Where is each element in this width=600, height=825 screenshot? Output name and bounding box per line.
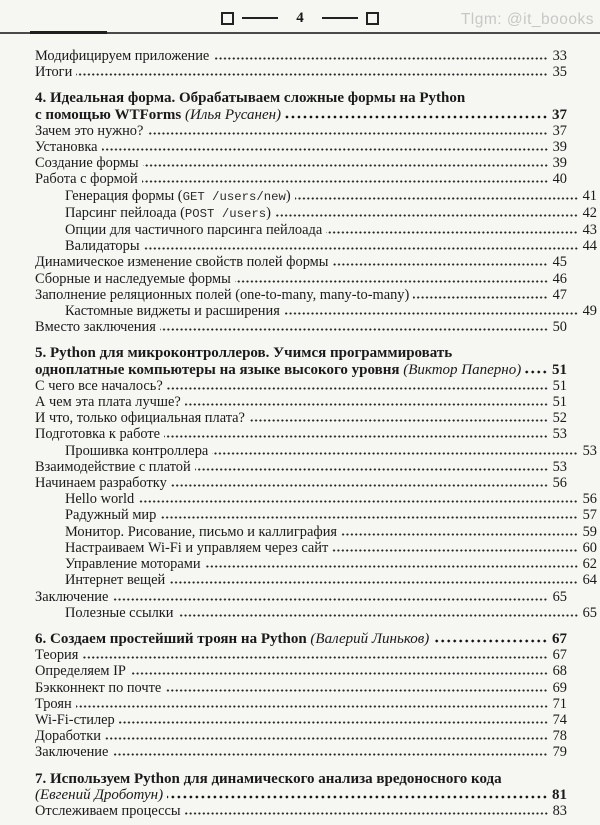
toc-entry (35, 728, 567, 744)
dot-leader (144, 247, 579, 250)
toc-section-heading (35, 631, 567, 647)
toc-entry (35, 459, 567, 475)
toc-text (65, 238, 140, 254)
toc-heading-line (35, 345, 567, 361)
toc-entry (35, 123, 567, 139)
toc-heading-line (35, 787, 567, 803)
toc-text (35, 426, 160, 442)
header-page-number: 4 (296, 10, 304, 26)
toc-text-segment: Интернет вещей (65, 572, 166, 589)
dot-leader (147, 132, 548, 135)
toc-page-number: 33 (552, 48, 567, 64)
toc-page-number: 64 (582, 572, 597, 589)
toc-page-number: 62 (582, 556, 597, 573)
toc-text-segment: Бэкконнект по почте (35, 679, 162, 696)
toc-text-segment: Начинаем разработку (35, 475, 167, 492)
toc-text-segment: Полезные ссылки (65, 604, 174, 621)
toc-text-segment: ) (285, 187, 291, 204)
square-ornament-right-icon (366, 12, 379, 25)
toc-text-segment: Прошивка контроллера (65, 442, 209, 459)
toc-text-segment: Заполнение реляционных полей (one-to-many, many-to-many) (35, 286, 410, 303)
toc-text (35, 123, 143, 139)
toc-entry (35, 238, 597, 254)
toc-text-segment: Итоги (35, 64, 73, 81)
toc-text (35, 271, 231, 287)
toc-text (35, 647, 78, 663)
dot-leader (235, 280, 548, 283)
toc-page-number: 53 (582, 442, 597, 459)
dot-leader (171, 484, 548, 487)
toc-page-number: 37 (552, 106, 567, 123)
toc-entry (35, 410, 567, 426)
toc-text-segment: Установка (35, 139, 98, 156)
toc-page-number: 83 (552, 802, 567, 819)
toc-entry (35, 680, 567, 696)
dot-leader (76, 705, 548, 708)
toc-text (35, 728, 101, 744)
toc-text-segment: Троян (35, 695, 72, 712)
toc-text (35, 589, 108, 605)
toc-text-segment: 4. Идеальная форма. Обрабатываем сложные формы на Python (35, 90, 466, 107)
toc-page-number: 74 (552, 711, 567, 728)
dot-leader (326, 231, 578, 234)
toc-section-heading (35, 345, 567, 377)
toc-entry (35, 491, 597, 507)
toc-text (65, 205, 271, 222)
dot-leader (413, 296, 548, 299)
toc-entry (35, 803, 567, 819)
toc-text (35, 771, 502, 787)
dot-leader (167, 387, 548, 390)
dot-leader (284, 312, 578, 315)
dot-leader (185, 403, 548, 406)
toc-text (35, 48, 209, 64)
toc-page-number: 60 (582, 539, 597, 556)
toc-text (65, 491, 134, 507)
toc-page-number: 39 (552, 139, 567, 156)
toc-page-number: 40 (552, 171, 567, 188)
toc-text-segment: GET /users/new (182, 189, 286, 204)
dot-leader (164, 435, 548, 438)
dot-leader (249, 419, 548, 422)
dot-leader (165, 689, 548, 692)
toc-text-segment: Hello world (65, 491, 135, 508)
ornament-line-right (322, 17, 358, 19)
toc-text-segment: Сборные и наследуемые формы (35, 270, 231, 287)
toc-text-segment: Модифицируем приложение (35, 48, 210, 64)
toc-page-number: 44 (582, 238, 597, 255)
toc-entry (35, 139, 567, 155)
toc-page-number: 43 (582, 222, 597, 239)
dot-leader (119, 721, 548, 724)
toc-page-number: 41 (582, 187, 597, 204)
header-rule-thick-segment (30, 31, 107, 34)
dot-leader (167, 795, 548, 799)
toc-text-segment: Генерация формы ( (65, 187, 183, 204)
toc-text (35, 345, 452, 361)
toc-page-number: 37 (552, 122, 567, 139)
watermark: Tlgm: @it_boooks (460, 11, 594, 28)
toc-text-segment: Отслеживаем процессы (35, 802, 181, 819)
dot-leader (285, 115, 548, 119)
toc-text (35, 171, 138, 187)
dot-leader (525, 370, 548, 374)
toc-page-number: 81 (552, 786, 567, 803)
toc-entry (35, 696, 567, 712)
toc-text-segment: 7. Используем Python для динамического анализа вредоносного кода (35, 770, 502, 787)
toc-text-segment: Опции для частичного парсинга пейлоада (65, 222, 323, 239)
dot-leader (169, 581, 578, 584)
toc-entry (35, 524, 597, 540)
dot-leader (195, 468, 548, 471)
toc-text-segment: с помощью WTForms (35, 106, 182, 123)
dot-leader (76, 73, 548, 76)
dot-leader (332, 549, 578, 552)
toc-entry (35, 589, 567, 605)
toc-heading-line (35, 362, 567, 378)
toc-text (65, 540, 328, 556)
toc-entry (35, 394, 567, 410)
toc-page-number: 67 (552, 630, 567, 647)
toc-heading-line (35, 771, 567, 787)
toc-entry (35, 663, 567, 679)
toc-text-segment: ) (266, 204, 271, 221)
dot-leader (160, 328, 548, 331)
toc-text-segment: Управление моторами (65, 556, 201, 573)
toc-entry (35, 155, 567, 171)
toc-entry (35, 188, 597, 205)
toc-text-segment: Парсинг пейлоада ( (65, 204, 185, 221)
dot-leader (130, 672, 548, 675)
toc-entry (35, 319, 567, 335)
toc-page-number: 65 (582, 604, 597, 621)
ornament-line-left (242, 17, 278, 19)
toc-entry (35, 171, 567, 187)
toc-text-segment: Подготовка к работе (35, 426, 161, 443)
toc-page-number: 69 (552, 679, 567, 696)
toc-text (35, 744, 108, 760)
toc-page-number: 56 (552, 475, 567, 492)
toc-text-segment: 6. Создаем простейший троян на Python (35, 630, 307, 647)
toc-text-segment: Валидаторы (65, 238, 140, 255)
dot-leader (178, 614, 579, 617)
toc-text (35, 378, 163, 394)
toc-page-number: 53 (552, 426, 567, 443)
toc-entry (35, 605, 597, 621)
toc-text-segment: 5. Python для микроконтроллеров. Учимся программировать (35, 345, 453, 362)
toc-heading-line (35, 631, 567, 647)
toc-text (35, 475, 167, 491)
toc-entry (35, 205, 597, 222)
toc-entry (35, 540, 597, 556)
toc-page-number: 51 (552, 394, 567, 411)
toc-text (65, 443, 208, 459)
toc-text (65, 507, 156, 523)
toc-entry (35, 287, 567, 303)
toc-page-number: 39 (552, 155, 567, 172)
dot-leader (142, 180, 548, 183)
toc-entry (35, 712, 567, 728)
toc-text (35, 696, 72, 712)
toc-text-segment: Теория (35, 647, 79, 664)
dot-leader (433, 639, 548, 643)
toc-section-heading (35, 771, 567, 803)
toc-text-segment: Определяем IP (35, 663, 126, 680)
toc-text-segment: (Виктор Паперно) (399, 361, 522, 378)
toc-text (35, 410, 245, 426)
toc-text-segment: одноплатные компьютеры на языке высокого уровня (35, 361, 400, 378)
dot-leader (341, 533, 578, 536)
toc-text-segment: Работа с формой (35, 171, 138, 188)
toc-entry (35, 303, 597, 319)
toc-text (35, 287, 409, 303)
toc-entry (35, 475, 567, 491)
toc-page-number: 57 (582, 507, 597, 524)
toc-page-number: 68 (552, 663, 567, 680)
toc-text-segment: (Евгений Дроботун) (35, 786, 164, 803)
toc-page-number: 67 (552, 647, 567, 664)
toc-page-number: 59 (582, 523, 597, 540)
toc-entry (35, 647, 567, 663)
toc-entry (35, 222, 597, 238)
dot-leader (138, 500, 578, 503)
toc-text (35, 319, 156, 335)
toc-page-number: 78 (552, 728, 567, 745)
toc-text (35, 631, 429, 647)
toc-text (35, 362, 521, 378)
toc-page-number: 79 (552, 744, 567, 761)
dot-leader (82, 656, 548, 659)
toc-page-number: 45 (552, 254, 567, 271)
toc-text-segment: Вместо заключения (35, 319, 156, 336)
toc-page-number: 35 (552, 64, 567, 81)
toc-page-number: 65 (552, 588, 567, 605)
toc-text (35, 254, 328, 270)
dot-leader (143, 164, 548, 167)
toc-page-number: 42 (582, 204, 597, 221)
toc-page-number: 71 (552, 695, 567, 712)
toc-text (65, 303, 280, 319)
toc-text (65, 524, 337, 540)
dot-leader (102, 148, 548, 151)
toc-text (35, 712, 115, 728)
toc-text-segment: Кастомные виджеты и расширения (65, 303, 280, 320)
toc-text (35, 107, 281, 123)
toc-section-heading (35, 90, 567, 122)
toc-page-number: 53 (552, 458, 567, 475)
toc-entry (35, 556, 597, 572)
toc-text-segment: (Илья Русанен) (181, 106, 282, 123)
toc-text (35, 90, 465, 106)
dot-leader (112, 753, 548, 756)
toc-text-segment: Зачем это нужно? (35, 122, 144, 139)
toc-page-number: 47 (552, 286, 567, 303)
toc-text (35, 139, 98, 155)
toc-entry (35, 64, 567, 80)
dot-leader (213, 57, 548, 60)
toc-text (65, 605, 174, 621)
toc-page-number: 52 (552, 410, 567, 427)
dot-leader (205, 565, 578, 568)
toc-list (35, 48, 597, 819)
toc-page-number: 56 (582, 491, 597, 508)
toc-text-segment: И что, только официальная плата? (35, 410, 245, 427)
toc-text (65, 188, 291, 205)
toc-page-number: 51 (552, 377, 567, 394)
toc-heading-line (35, 107, 567, 123)
toc-text-segment: Динамическое изменение свойств полей формы (35, 254, 329, 271)
page-header (0, 0, 600, 46)
toc-entry (35, 507, 597, 523)
toc-page-number: 51 (552, 361, 567, 378)
toc-text-segment: Создание формы (35, 155, 139, 172)
toc-text (35, 459, 191, 475)
dot-leader (332, 263, 548, 266)
toc-text-segment: Настраиваем Wi-Fi и управляем через сайт (65, 539, 329, 556)
toc-text (65, 572, 165, 588)
toc-text (35, 155, 139, 171)
toc-entry (35, 48, 567, 64)
toc-entry (35, 443, 597, 459)
dot-leader (185, 812, 548, 815)
toc-page-number: 50 (552, 319, 567, 336)
toc-text (35, 680, 161, 696)
toc-text (65, 556, 201, 572)
square-ornament-left-icon (221, 12, 234, 25)
toc-page-number: 49 (582, 303, 597, 320)
toc-text-segment: Доработки (35, 728, 101, 745)
toc-entry (35, 378, 567, 394)
toc-text-segment: Взаимодействие с платой (35, 458, 191, 475)
toc-text-segment: А чем эта плата лучше? (35, 394, 181, 411)
toc-text-segment: (Валерий Линьков) (306, 630, 430, 647)
toc-entry (35, 271, 567, 287)
toc-text-segment: Заключение (35, 588, 109, 605)
toc-text (65, 222, 322, 238)
dot-leader (212, 452, 578, 455)
toc-text (35, 394, 181, 410)
toc-page-number: 46 (552, 270, 567, 287)
toc-text-segment: Wi-Fi-стилер (35, 711, 115, 728)
dot-leader (112, 598, 548, 601)
toc-entry (35, 572, 597, 588)
toc-text-segment: Заключение (35, 744, 109, 761)
toc-text-segment: С чего все началось? (35, 377, 163, 394)
toc-text-segment: POST /users (184, 206, 267, 221)
dot-leader (160, 516, 578, 519)
toc-text-segment: Радужный мир (65, 507, 157, 524)
toc-entry (35, 744, 567, 760)
toc-text (35, 803, 181, 819)
toc-entry (35, 254, 567, 270)
toc-entry (35, 426, 567, 442)
toc-text (35, 663, 126, 679)
toc-heading-line (35, 90, 567, 106)
dot-leader (295, 197, 578, 200)
toc-text (35, 787, 163, 803)
dot-leader (275, 214, 578, 217)
toc-text-segment: Монитор. Рисование, письмо и каллиграфия (65, 523, 338, 540)
dot-leader (105, 737, 548, 740)
toc-text (35, 64, 72, 80)
